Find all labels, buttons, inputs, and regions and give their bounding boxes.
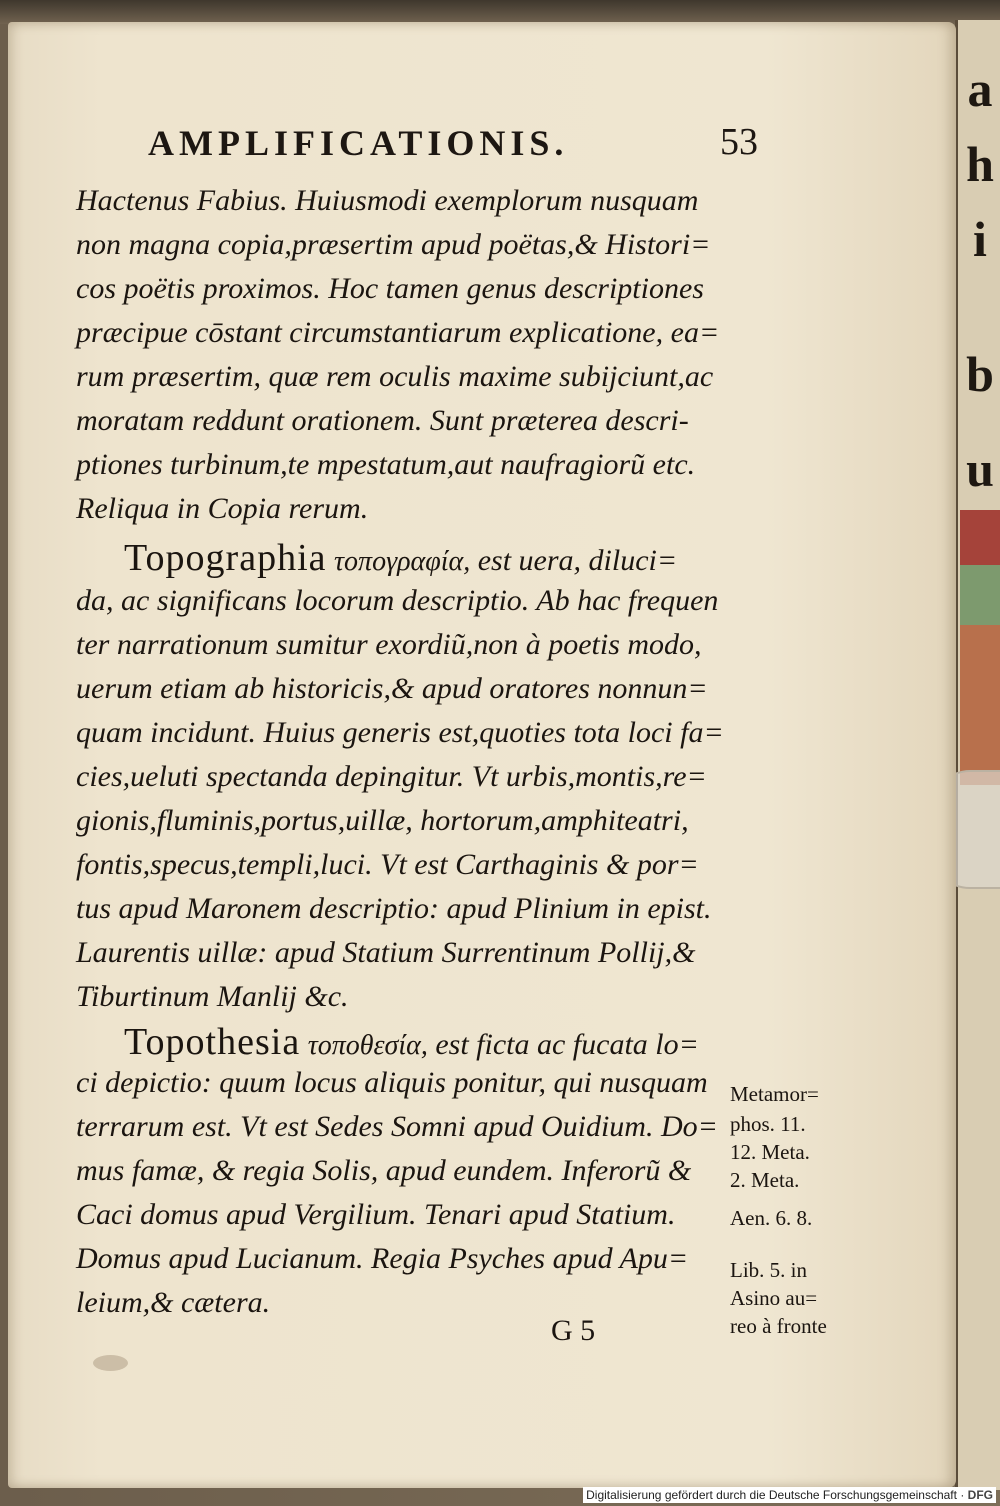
text-line: ptiones turbinum,te mpestatum,aut naufragiorũ etc. xyxy=(76,448,696,481)
text-line: non magna copia,præsertim apud poëtas,& Histori= xyxy=(76,228,711,261)
running-title: AMPLIFICATIONIS. xyxy=(148,123,569,163)
ink-smudge xyxy=(93,1355,128,1371)
text-line: Caci domus apud Vergilium. Tenari apud Statium. xyxy=(76,1198,676,1231)
text-line: cos poëtis proximos. Hoc tamen genus descriptiones xyxy=(76,272,704,305)
next-page-letter: b xyxy=(966,346,994,402)
next-page-letter: a xyxy=(967,61,993,117)
text-line: uerum etiam ab historicis,& apud oratores nonnun= xyxy=(76,672,708,705)
page-header xyxy=(148,112,788,182)
digitization-credit: Digitalisierung gefördert durch die Deutsche Forschungsgemeinschaft · DFG xyxy=(583,1487,996,1503)
margin-note: Metamor= xyxy=(730,1082,819,1106)
text-line: Reliqua in Copia rerum. xyxy=(76,492,369,525)
paragraph-lead-line xyxy=(124,536,677,580)
text-fragment: est uera, diluci= xyxy=(477,544,678,577)
text-line: Hactenus Fabius. Huiusmodi exemplorum nusquam xyxy=(76,184,699,217)
signature-mark: G 5 xyxy=(551,1314,596,1347)
text-line: quam incidunt. Huius generis est,quoties tota loci fa= xyxy=(76,716,724,749)
text-line: Domus apud Lucianum. Regia Psyches apud Apu= xyxy=(76,1242,689,1275)
greek-term: τοποθεσία, xyxy=(307,1030,428,1061)
text-fragment: est ficta ac fucata lo= xyxy=(435,1028,699,1061)
text-line: Laurentis uillæ: apud Statium Surrentinum Pollij,& xyxy=(76,936,696,969)
text-line: Tiburtinum Manlij &c. xyxy=(76,980,349,1013)
text-line: gionis,fluminis,portus,uillæ, hortorum,amphiteatri, xyxy=(76,804,689,837)
margin-note: Aen. 6. 8. xyxy=(730,1206,813,1230)
margin-note: phos. 11. xyxy=(730,1112,806,1136)
text-line: ter narrationum sumitur exordiũ,non à poetis modo, xyxy=(76,628,702,661)
credit-text: Digitalisierung gefördert durch die Deutsche Forschungsgemeinschaft xyxy=(586,1488,957,1502)
next-page-letter: u xyxy=(966,441,994,497)
text-line: rum præsertim, quæ rem oculis maxime subijciunt,ac xyxy=(76,360,714,393)
scan-top-edge xyxy=(0,0,1000,24)
next-page-letter: h xyxy=(966,136,994,192)
greek-term: τοπογραφία, xyxy=(334,546,471,577)
paragraph-lead-line xyxy=(124,1020,699,1064)
text-line: cies,ueluti spectanda depingitur. Vt urbis,montis,re= xyxy=(76,760,707,793)
lead-word-topographia: Topographia xyxy=(124,537,327,579)
page-number: 53 xyxy=(720,121,758,163)
margin-note: reo à fronte xyxy=(730,1314,827,1338)
text-line: mus famæ, & regia Solis, apud eundem. Inferorũ & xyxy=(76,1154,692,1187)
lead-word-topothesia: Topothesia xyxy=(124,1021,301,1063)
text-line: ci depictio: quum locus aliquis ponitur, qui nusquam xyxy=(76,1066,708,1099)
text-line: tus apud Maronem descriptio: apud Plinium in epist. xyxy=(76,892,712,925)
text-line: terrarum est. Vt est Sedes Somni apud Ouidium. Do= xyxy=(76,1110,718,1143)
text-line: fontis,specus,templi,luci. Vt est Carthaginis & por= xyxy=(76,848,699,881)
margin-note: Lib. 5. in xyxy=(730,1258,807,1282)
page-edge-strip xyxy=(960,510,1000,570)
book-page xyxy=(8,22,956,1488)
margin-note: 12. Meta. xyxy=(730,1140,810,1164)
margin-note: Asino au= xyxy=(730,1286,818,1310)
page-edge-strip xyxy=(960,625,1000,785)
text-line: præcipue cōstant circumstantiarum explicatione, ea= xyxy=(76,316,720,349)
dfg-logo: DFG xyxy=(967,1488,993,1502)
text-line: moratam reddunt orationem. Sunt præterea descri- xyxy=(76,404,689,437)
next-page-letter: i xyxy=(973,211,987,267)
text-line: da, ac significans locorum descriptio. Ab hac frequen xyxy=(76,584,719,617)
page-edge-strip xyxy=(960,565,1000,625)
text-line: leium,& cætera. xyxy=(76,1286,271,1319)
margin-note: 2. Meta. xyxy=(730,1168,800,1192)
